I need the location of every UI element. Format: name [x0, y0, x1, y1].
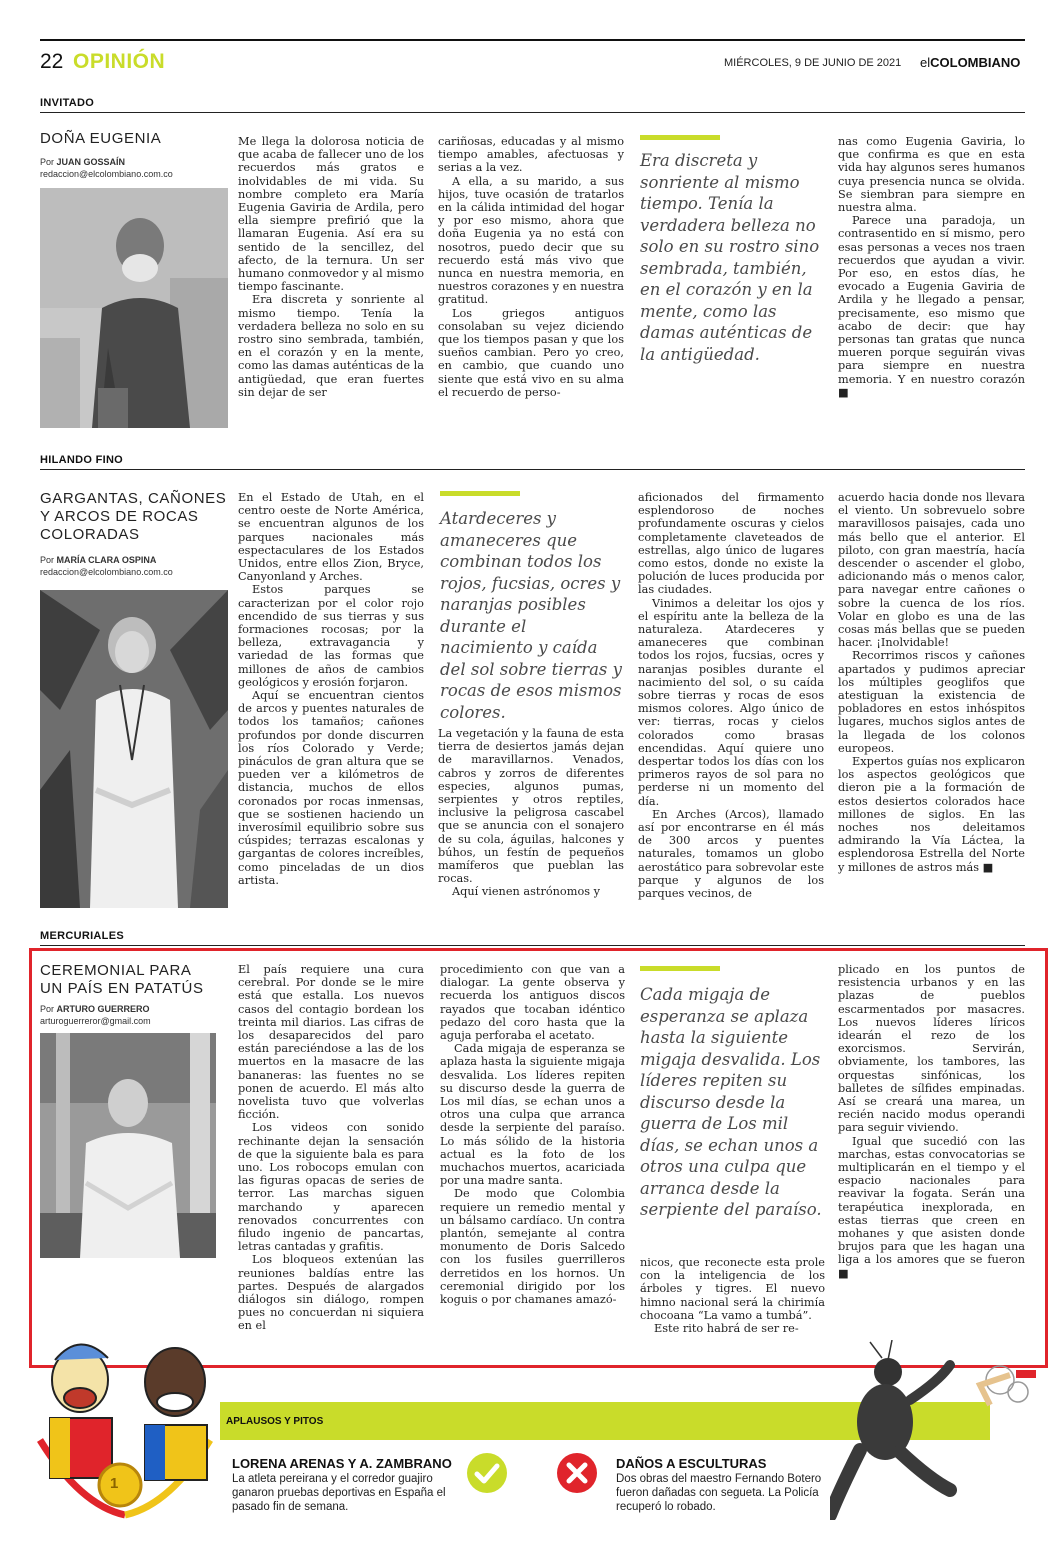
- paragraph: La vegetación y la fauna de esta tierra de desiertos jamás dejan de maravillarnos. Venados, cabros y zorros de diferentes especies, algunos pumas, serpientes y otros reptiles, inclusive la peligrosa cascabel que se anuncia con el sonajero de su cola, águilas, halcones y búhos, un festín de pequeños mamíferos que pueblan las rocas.: [438, 727, 624, 886]
- article-column: [838, 963, 1025, 1280]
- author-photo-image: [40, 590, 228, 908]
- sculpture-caricature-illustration: [830, 1340, 1045, 1520]
- whistle-text: Dos obras del maestro Fernando Botero fueron dañadas con segueta. La Policía recuperó lo robado.: [616, 1473, 822, 1513]
- pull-quote-bar: [640, 135, 720, 140]
- paragraph: Parece una paradoja, un contrasentido en sí mismo, pero esas personas a veces nos traen recuerdos que ayudan a vivir. Por eso, en estos días, he evocado a Eugenia Gaviria de Ardila y he llegado a pensar, precisamente, eso mismo que acabo de decir: que hay personas tan gratas que nunca mueren porque seguirán vivas para siempre en nuestra memoria. Y en nuestro corazón ■: [838, 214, 1025, 399]
- paragraph: Era discreta y sonriente al mismo tiempo. Tenía la verdadera belleza no solo en su rostro sino sembrada, también, en el corazón y en la mente, como las damas auténticas de la antigüedad, que eran fuertes sin dejar de ser: [238, 293, 424, 399]
- medal-number: 1: [110, 1475, 119, 1492]
- gold-medal-icon: [97, 1462, 143, 1508]
- article-column: [638, 491, 824, 900]
- paragraph: De modo que Colombia requiere un remedio mental y un bálsamo cardíaco. Un contra plantón, semejante al contra monumento de Doris Salcedo con los fusiles guerrilleros derretidos en los hornos. Un ceremonial dirigido por los koguis o por chamanes amazó-: [440, 1187, 625, 1307]
- article-title: GARGANTAS, CAÑONES Y ARCOS DE ROCAS COLORADAS: [40, 490, 227, 543]
- article-column: [838, 491, 1025, 874]
- author-email: redaccion@elcolombiano.com.co: [40, 567, 173, 577]
- paragraph: Estos parques se caracterizan por el color rojo encendido de sus tierras y sus formaciones rocosas; por la belleza, extravagancia y variedad de las formas que millones de años de cambios geológicos y erosión forjaron.: [238, 583, 424, 689]
- section-label-mercuriales: MERCURIALES: [40, 930, 124, 942]
- section-label-invitado: INVITADO: [40, 97, 95, 109]
- paragraph: procedimiento con que van a dialogar. La gente observa y recuerda los antiguos discos rayados que tocaban idéntico pedazo del coro hasta que la aguja perforaba el acetato.: [440, 963, 625, 1043]
- section-name: OPINIÓN: [73, 50, 166, 73]
- article-column: [440, 963, 625, 1306]
- article-column: [438, 727, 624, 899]
- whistle-title: DAÑOS A ESCULTURAS: [616, 1456, 767, 1471]
- author-email: redaccion@elcolombiano.com.co: [40, 169, 173, 179]
- section-label-hilando-fino: HILANDO FINO: [40, 454, 124, 466]
- paragraph: Recorrimos riscos y cañones apartados y pudimos apreciar los múltiples geoglifos que atestiguan la existencia de pobladores en estos inhóspitos lugares, muchos siglos antes de la llegada de los colonos europeos.: [838, 649, 1025, 755]
- applause-title: LORENA ARENAS Y A. ZAMBRANO: [232, 1456, 452, 1471]
- author-name: JUAN GOSSAÍN: [56, 157, 126, 167]
- paragraph: plicado en los puntos de resistencia urbanos y en las plazas de pueblos escarmentados por masacres. Los nuevos líderes líricos idearán el rezo de los exorcismos. Servirán, obviamente, los tambores, las orquestas sinfónicas, los balletes de sílfides empinadas. Así se creará una marea, un recién nacido modus operandi para seguir viviendo.: [838, 963, 1025, 1135]
- x-mark-icon: [556, 1452, 598, 1494]
- pull-quote: Era discreta y sonriente al mismo tiempo. Tenía la verdadera belleza no solo en su rostro sino sembrada, también, en el corazón y en la mente, como las damas auténticas de la antigüedad.: [640, 151, 820, 364]
- paragraph: Cada migaja de esperanza se aplaza hasta la siguiente migaja desvalida. Los líderes repiten su discurso desde la guerra de Los mil días, se echan unos a otros una culpa que arranca desde la serpiente del paraíso. Lo más sólido de la historia actual es la foto de los muchachos muertos, acariciada por una madre santa.: [440, 1042, 625, 1188]
- article-column: [238, 963, 424, 1333]
- article-column: [838, 135, 1025, 399]
- paragraph: Expertos guías nos explicaron los aspectos geológicos que dieron pie a la formación de estos desiertos colorados hace millones de siglos. En las noches nos deleitamos admirando la Vía Láctea, la esplendorosa Estrella del Norte y millones de astros más ■: [838, 755, 1025, 874]
- article-column: [238, 491, 424, 887]
- author-photo: [40, 1033, 216, 1258]
- author-name: MARÍA CLARA OSPINA: [56, 555, 157, 565]
- pull-quote-bar: [440, 491, 520, 496]
- byline-prefix: Por: [40, 555, 57, 565]
- paragraph: Aquí vienen astrónomos y: [452, 885, 601, 899]
- paragraph: acuerdo hacia donde nos llevara el viento. Un sobrevuelo sobre maravillosos paisajes, cada uno más bello que el anterior. El piloto, con gran maestría, hacía descender o ascender el globo, adicionando más o menos calor, para navegar entre cañones o sobre la cuenca de los ríos. Volar en globo es una de las cosas más bellas que se pueden hacer. ¡Inolvidable!: [838, 491, 1025, 650]
- author-photo-image: [40, 188, 228, 428]
- article-title: CEREMONIAL PARA UN PAÍS EN PATATÚS: [40, 962, 204, 997]
- header-rule: [40, 39, 1025, 41]
- masthead-logo: [920, 55, 1020, 70]
- byline: [40, 554, 173, 578]
- byline: [40, 1003, 151, 1027]
- paragraph: A ella, a su marido, a sus hijos, tuve ocasión de tratarlos en la cálida intimidad del hogar y por eso mismo, ahora que doña Eugenia ya no está con nosotros, puedo decir que su recuerdo está más vivo que nunca en nuestra memoria, en nuestros corazones y en nuestra gratitud.: [438, 174, 624, 307]
- paragraph: Los videos con sonido rechinante dejan la sensación de que la siguiente bala es para uno. Los robocops emulan con las figuras opacas de series de terror. Las marchas siguen marchando y aparecen renovados concurrentes con filudo ingenio de pancartas, letras cantadas y grafitis.: [238, 1121, 424, 1254]
- page-number: 22: [40, 50, 64, 73]
- paragraph: nas como Eugenia Gaviria, lo que confirma es que en esta vida hay algunos seres humanos cuya presencia nunca se olvida. Se siembran para siempre en nuestra alma.: [838, 135, 1025, 215]
- paragraph: El país requiere una cura cerebral. Por donde se le mire está que estalla. Los nuevos casos del contagio bordean los treinta mil diarios. Las cifras de los desaparecidos del paro están pareciéndose a las de los muertos en la masacre de las bananeras: las fuentes no se ponen de acuerdo. El más alto novelista tuvo que volverlas ficción.: [238, 963, 424, 1122]
- article-column: [238, 135, 424, 399]
- masthead-prefix: el: [920, 55, 931, 70]
- section-rule: [40, 112, 1025, 113]
- paragraph: Me llega la dolorosa noticia de que acaba de fallecer uno de los recuerdos más gratos e inolvidables de mi vida. Su nombre completo era María Eugenia Gaviria de Ardila, pero ella siempre prefirió que la llamaran Eugenia. Así era su sentido de la sencillez, del afecto, de la ternura. Un ser humano conmovedor y al mismo tiempo fascinante.: [238, 135, 424, 294]
- paragraph: Los griegos antiguos consolaban su vejez diciendo que los tiempos pasan y que los sueños cambian. Pero yo creo, en cambio, que cuando uno siente que está vivo en su alma el recuerdo de perso-: [438, 306, 624, 399]
- paragraph: aficionados del firmamento esplendoroso de noches profundamente oscuras y cielos completamente claveteados de estrellas, algo único de lugares como estos, donde no existe la polución de luces producida por las ciudades.: [638, 491, 824, 597]
- paragraph: En el Estado de Utah, en el centro oeste de Norte América, se encuentran algunos de los parques nacionales más espectaculares de los Estados Unidos, entre ellos Zion, Bryce, Canyonland y Arches.: [238, 491, 424, 584]
- byline-prefix: Por: [40, 157, 57, 167]
- aplausos-label: APLAUSOS Y PITOS: [226, 1416, 324, 1427]
- byline: [40, 156, 173, 180]
- section-rule: [40, 945, 1025, 946]
- byline-prefix: Por: [40, 1004, 57, 1014]
- check-icon: [466, 1452, 508, 1494]
- paragraph: Aquí se encuentran cientos de arcos y puentes naturales de todos los tamaños; cañones profundos por donde discurren los ríos Colorado y Verde; pináculos de gran altura que se pueden ver a kilómetros de distancia, muchos de ellos coronados por rocas inmensas, que se sostienen haciendo un inverosímil equilibrio sobre sus cúspides; terrazas escalonas y gargantas de colores increíbles, como pinceladas de un dios artista.: [238, 689, 424, 887]
- paragraph: En Arches (Arcos), llamado así por encontrarse en él más de 300 arcos y puentes naturales, tomamos un globo aerostático para sobrevolar este parque y algunos de los parques vecinos, de: [638, 807, 824, 901]
- applause-text: La atleta pereirana y el corredor guajiro ganaron pruebas deportivas en España el pasado fin de semana.: [232, 1473, 446, 1513]
- paragraph: Vinimos a deleitar los ojos y el espíritu ante la belleza de la naturaleza. Atardeceres y amaneceres que combinan todos los rojos, fucsias, ocres y naranjas posibles durante el nacimiento del sol, o su caída sobre tierras y rocas de esos mismos colores. Algo único de ver: tierras, rocas y cielos colorados como brasas encendidas. Aquí quiere uno despertar todos los días con los primeros rayos de sol para no perderse ni un momento del día.: [638, 596, 824, 808]
- section-rule: [40, 469, 1025, 470]
- paragraph: cariñosas, educadas y al mismo tiempo amables, afectuosas y serias a la vez.: [438, 135, 624, 175]
- paragraph: Este rito habrá de ser re-: [654, 1322, 799, 1336]
- paragraph: Igual que sucedió con las marchas, estas convocatorias se multiplicarán en el tiempo y el espacio nacionales para reavivar la fogata. Serán una terapéutica inexplorada, en estas tierras que creen en mohanes y que asisten donde brujos para que les hagan una liga a los amores que se fueron ■: [838, 1134, 1025, 1280]
- author-name: ARTURO GUERRERO: [56, 1004, 150, 1014]
- article-title: DOÑA EUGENIA: [40, 130, 162, 147]
- pull-quote-bar: [640, 966, 720, 971]
- author-photo: [40, 188, 228, 428]
- author-email: arturoguerreror@gmail.com: [40, 1016, 151, 1026]
- pull-quote: Atardeceres y amaneceres que combinan todos los rojos, fucsias, ocres y naranjas posibles durante el nacimiento y caída del sol sobre tierras y rocas de esos mismos colores.: [440, 509, 622, 722]
- masthead-name: COLOMBIANO: [930, 55, 1021, 70]
- paragraph: nicos, que reconecte esta prole con la inteligencia de los árboles y tigres. El nuevo himno nacional será la chirimía chocoana “La vamo a tumbá”.: [640, 1256, 825, 1322]
- pull-quote: Cada migaja de esperanza se aplaza hasta la siguiente migaja desvalida. Los líderes repiten su discurso desde la guerra de Los mil días, se echan unos a otros una culpa que arranca desde la serpiente del paraíso.: [640, 985, 822, 1219]
- paragraph: Los bloqueos extenúan las reuniones baldías entre las partes. Después de alargados diálogos sin diálogo, rompen pues no concuerdan ni siquiera en el: [238, 1253, 424, 1333]
- author-photo-image: [40, 1033, 216, 1258]
- article-column: [640, 1256, 825, 1335]
- author-photo: [40, 590, 228, 908]
- article-column: [438, 135, 624, 399]
- dateline: MIÉRCOLES, 9 DE JUNIO DE 2021: [724, 57, 902, 69]
